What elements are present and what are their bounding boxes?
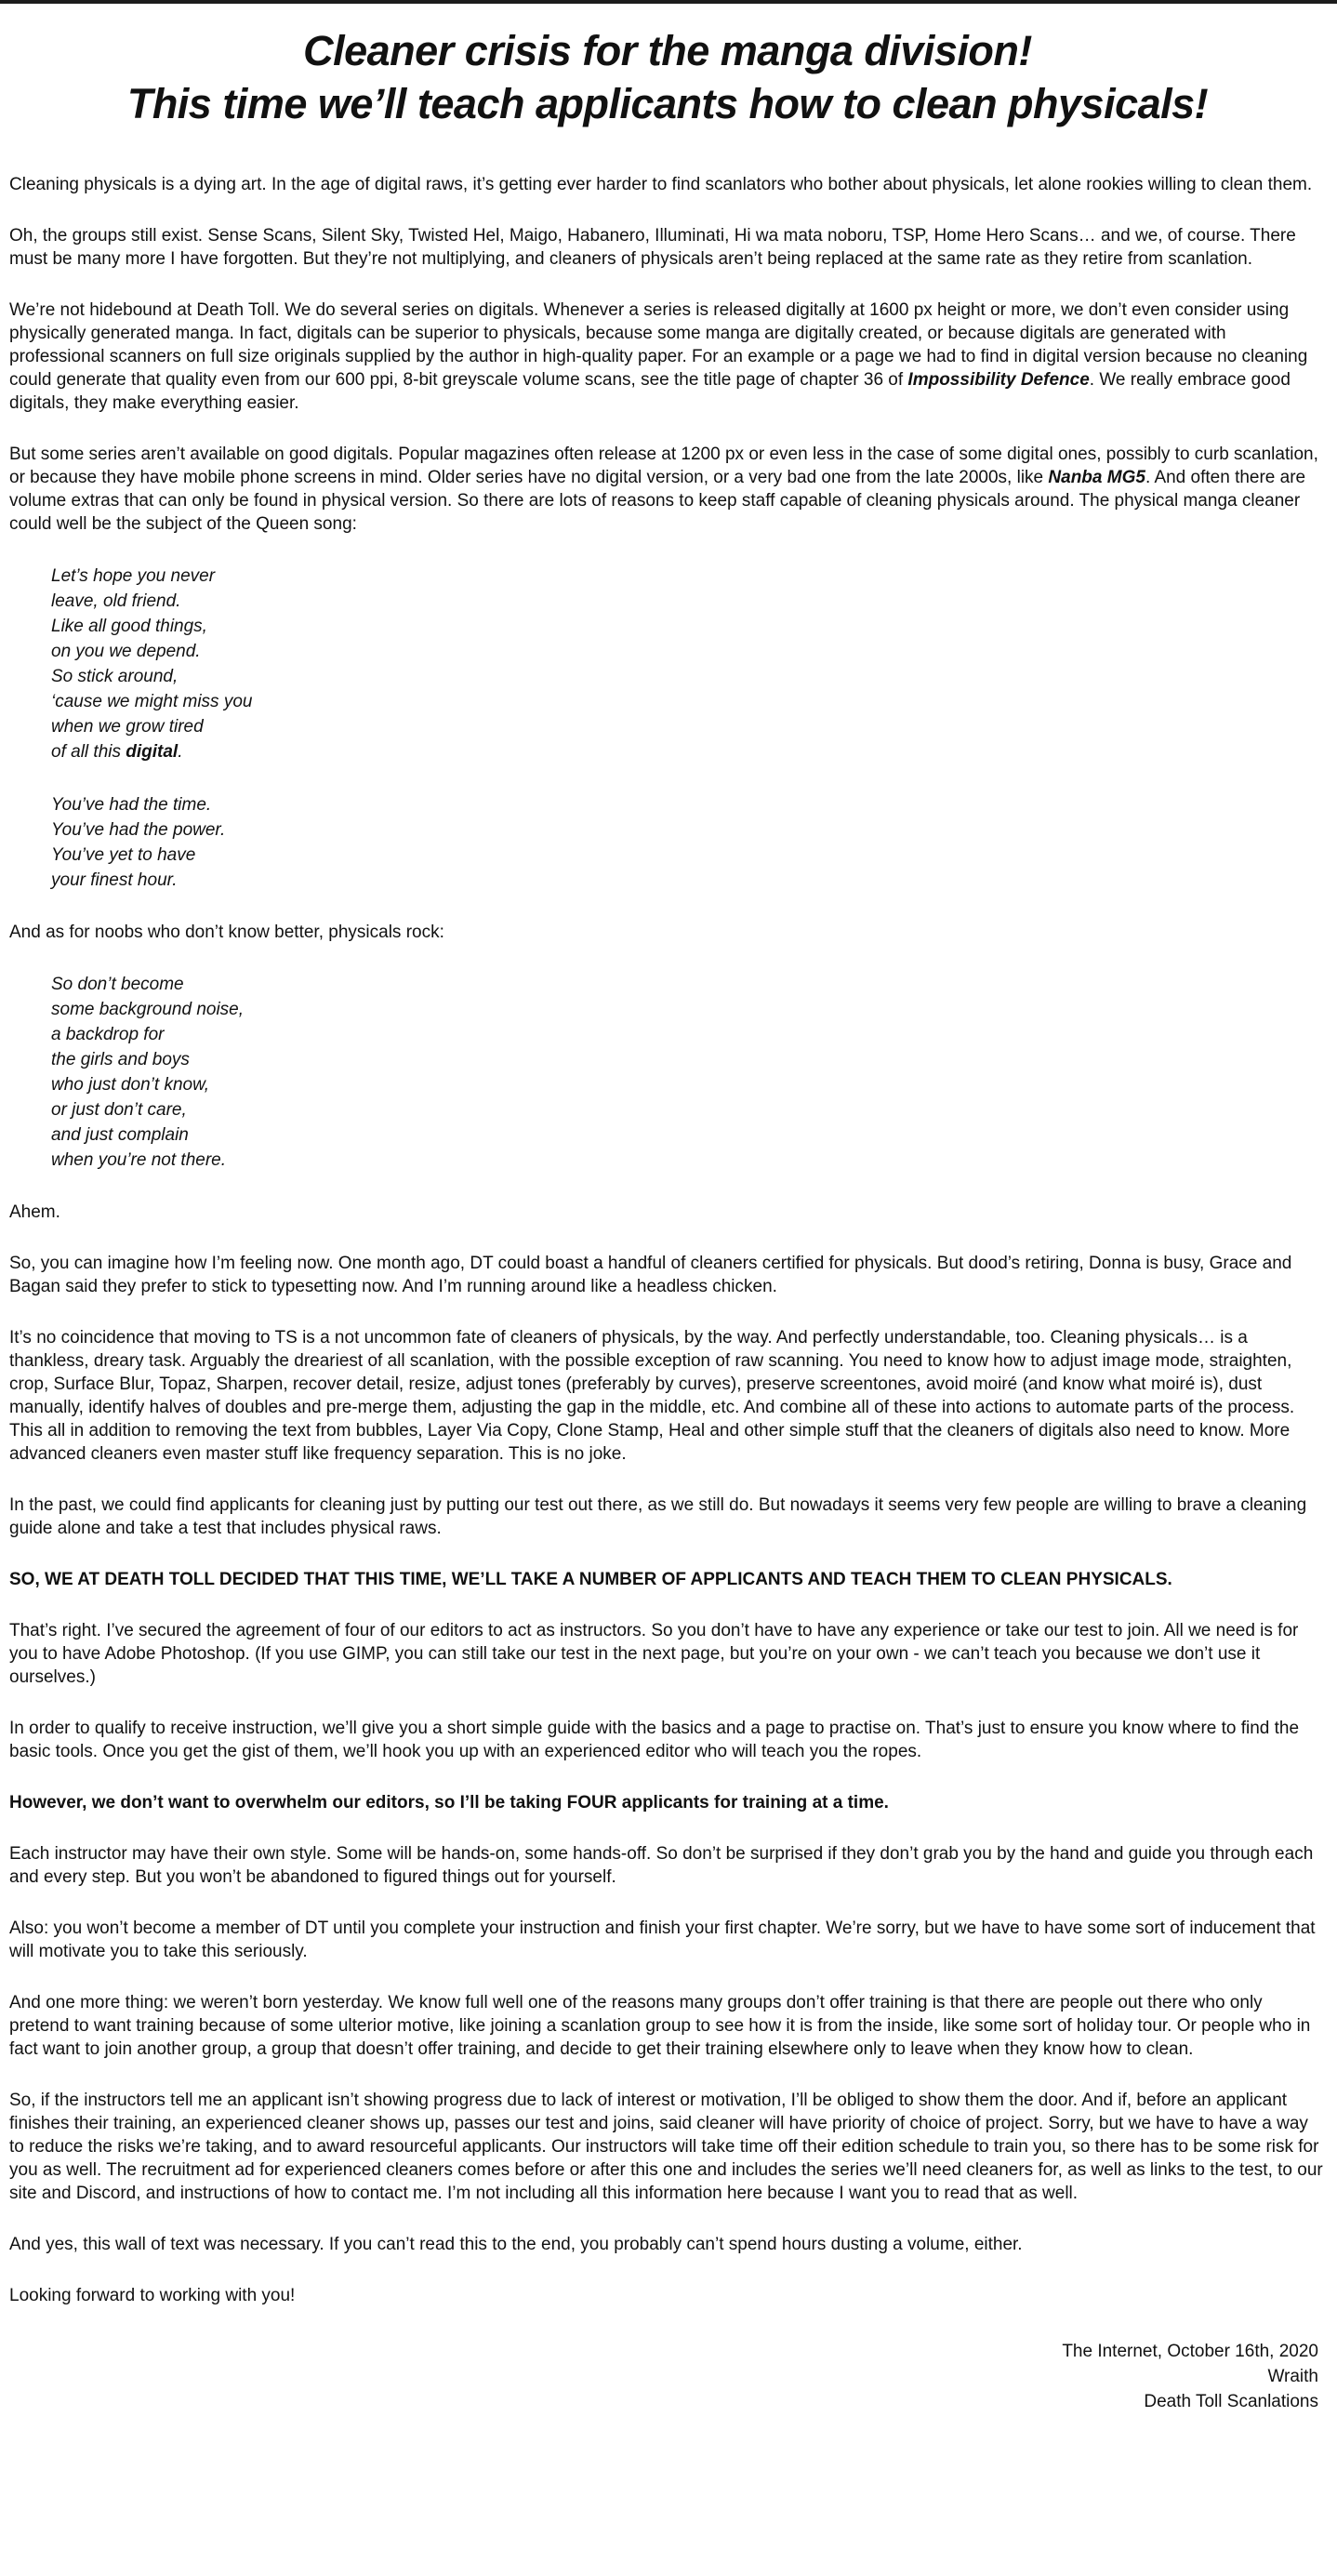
page-title [9, 24, 1326, 130]
paragraph-wall-of-text: And yes, this wall of text was necessary. If you can’t read this to the end, you probably can’t spend hours dusting a volume, either. [9, 2235, 1023, 2254]
quote-line: on you we depend. [51, 642, 201, 661]
quote-line: You’ve yet to have [51, 845, 196, 865]
paragraph-noobs: And as for noobs who don’t know better, physicals rock: [9, 923, 444, 942]
paragraph-ahem: Ahem. [9, 1202, 60, 1222]
quote-line: So stick around, [51, 667, 179, 686]
paragraph-ulterior-motives: And one more thing: we weren’t born yesterday. We know full well one of the reasons many groups don’t offer training is that there are people out there who only pretend to want training because of some ulterior motive, like joining a scanlation group to see how it is from the inside, like some sort of holiday tour. Or people who in fact want to join another group, a group that doesn’t offer training, and decide to get their training elsewhere only to leave when they know how to clean. [9, 1993, 1311, 2059]
signature-block [9, 2339, 1326, 2414]
paragraph-membership: Also: you won’t become a member of DT until you complete your instruction and finish your first chapter. We’re sorry, but we have to have some sort of inducement that will motivate you to take this seriously. [9, 1919, 1316, 1961]
quote-line: Like all good things, [51, 617, 207, 636]
series-title-nanba-mg5: Nanba MG5 [1048, 468, 1145, 487]
queen-song-quote-verse-3 [51, 972, 1326, 1173]
paragraph-digitals: We’re not hidebound at Death Toll. We do several series on digitals. Whenever a series is released digitally at 1600 px height or more, we don’t even consider using physically generated manga. In fact, digitals can be superior to physicals, because some manga are digitally created, or because digitals are generated with professional scanners on full size originals supplied by the author in high-quality paper. For an example or a page we had to find in digital version because no cleaning could generate that quality even from our 600 ppi, 8-bit greyscale volume scans, see the title page of chapter 36 of Impossibility Defence. We really embrace good digitals, they make everything easier. [9, 300, 1308, 413]
paragraph-qualify: In order to qualify to receive instruction, we’ll give you a short simple guide with the basics and a page to practise on. That’s just to ensure you know where to find the basic tools. Once you get the gist of them, we’ll hook you up with an experienced editor who will teach you the ropes. [9, 1719, 1300, 1761]
quote-line: your finest hour. [51, 870, 178, 890]
announcement-statement: SO, WE AT DEATH TOLL DECIDED THAT THIS TIME, WE’LL TAKE A NUMBER OF APPLICANTS AND TEACH THEM TO CLEAN PHYSICALS. [9, 1570, 1172, 1589]
signature-date: The Internet, October 16th, 2020 [1062, 2342, 1318, 2361]
quote-line: Let’s hope you never [51, 566, 216, 586]
document-page [0, 4, 1337, 2442]
quote-line: of all this digital. [51, 742, 183, 762]
title-line-1: Cleaner crisis for the manga division! [303, 27, 1032, 74]
quote-line: some background noise, [51, 1000, 245, 1019]
queen-song-quote-verse-2 [51, 792, 1326, 893]
quote-line: or just don’t care, [51, 1100, 187, 1120]
paragraph-risks: So, if the instructors tell me an applicant isn’t showing progress due to lack of interest or motivation, I’ll be obliged to show them the door. And if, before an applicant finishes their training, an experienced cleaner shows up, passes our test and joins, said cleaner will have priority of choice of project. Sorry, but we have to have a way to reduce the risks we’re taking, and to award resourceful applicants. Our instructors will take time off their edition schedule to train you, so there has to be some risk for you as well. The recruitment ad for experienced cleaners comes before or after this one and includes the series we’ll need cleaners for, as well as links to the test, to our site and Discord, and instructions of how to contact me. I’m not including all this information here because I want you to read that as well. [9, 2091, 1323, 2203]
paragraph-instructors: That’s right. I’ve secured the agreement of four of our editors to act as instructors. So you don’t have to have any experience or take our test to join. All we need is for you to have Adobe Photoshop. (If you use GIMP, you can still take our test in the next page, but you’re on your own - we can’t teach you because we don’t use it ourselves.) [9, 1621, 1299, 1687]
quote-line: who just don’t know, [51, 1075, 210, 1095]
quote-line: So don’t become [51, 975, 184, 994]
paragraph-feeling-now: So, you can imagine how I’m feeling now. One month ago, DT could boast a handful of cleaners certified for physicals. But dood’s retiring, Donna is busy, Grace and Bagan said they prefer to stick to typesetting now. And I’m running around like a headless chicken. [9, 1254, 1292, 1296]
quote-line: a backdrop for [51, 1025, 165, 1044]
quote-line: when we grow tired [51, 717, 204, 737]
quote-line: the girls and boys [51, 1050, 190, 1069]
quote-line: and just complain [51, 1125, 189, 1145]
quote-line: leave, old friend. [51, 591, 181, 611]
paragraph-groups: Oh, the groups still exist. Sense Scans, Silent Sky, Twisted Hel, Maigo, Habanero, Illuminati, Hi wa mata noboru, TSP, Home Hero Scans… and we, of course. There must be many more I have forgotten. But they’re not multiplying, and cleaners of physicals aren’t being replaced at the same rate as they retire from scanlation. [9, 226, 1296, 269]
title-line-2: This time we’ll teach applicants how to clean physicals! [126, 80, 1209, 127]
paragraph-applicants-past: In the past, we could find applicants for cleaning just by putting our test out there, as we still do. But nowadays it seems very few people are willing to brave a cleaning guide alone and take a test that includes physical raws. [9, 1495, 1307, 1538]
quote-line: when you’re not there. [51, 1150, 227, 1170]
signature-group: Death Toll Scanlations [1144, 2392, 1318, 2411]
quote-line: ‘cause we might miss you [51, 692, 253, 711]
signature-author: Wraith [1267, 2367, 1318, 2386]
paragraph-closing: Looking forward to working with you! [9, 2286, 296, 2305]
four-applicants-statement: However, we don’t want to overwhelm our editors, so I’ll be taking FOUR applicants for training at a time. [9, 1793, 889, 1812]
series-title-impossibility-defence: Impossibility Defence [907, 370, 1090, 390]
paragraph-intro: Cleaning physicals is a dying art. In the age of digital raws, it’s getting ever harder to find scanlators who bother about physicals, let alone rookies willing to clean them. [9, 175, 1313, 194]
document-body [9, 173, 1326, 2414]
quote-line: You’ve had the power. [51, 820, 226, 840]
quote-emphasis-digital: digital [126, 742, 179, 762]
queen-song-quote-verse-1 [51, 564, 1326, 764]
paragraph-physicals-reasons: But some series aren’t available on good digitals. Popular magazines often release at 1200 px or even less in the case of some digital ones, possibly to curb scanlation, or because they have mobile phone screens in mind. Older series have no digital version, or a very bad one from the late 2000s, like Nanba MG5. And often there are volume extras that can only be found in physical version. So there are lots of reasons to keep staff capable of cleaning physicals around. The physical manga cleaner could well be the subject of the Queen song: [9, 445, 1318, 534]
quote-line: You’ve had the time. [51, 795, 212, 815]
paragraph-instructor-style: Each instructor may have their own style. Some will be hands-on, some hands-off. So don’t be surprised if they don’t grab you by the hand and guide you through each and every step. But you won’t be abandoned to figured things out for yourself. [9, 1844, 1314, 1887]
paragraph-cleaning-skills: It’s no coincidence that moving to TS is a not uncommon fate of cleaners of physicals, by the way. And perfectly understandable, too. Cleaning physicals… is a thankless, dreary task. Arguably the dreariest of all scanlation, with the possible exception of raw scanning. You need to know how to adjust image mode, straighten, crop, Surface Blur, Topaz, Sharpen, recover detail, resize, adjust tones (preferably by curves), preserve screentones, avoid moiré (and know what moiré is), dust manually, identify halves of doubles and pre-merge them, adjusting the gap in the middle, etc. And combine all of these into actions to automate parts of the process. This all in addition to removing the text from bubbles, Layer Via Copy, Clone Stamp, Heal and other simple stuff that the cleaners of digitals also need to know. More advanced cleaners even master stuff like frequency separation. This is no joke. [9, 1328, 1295, 1464]
